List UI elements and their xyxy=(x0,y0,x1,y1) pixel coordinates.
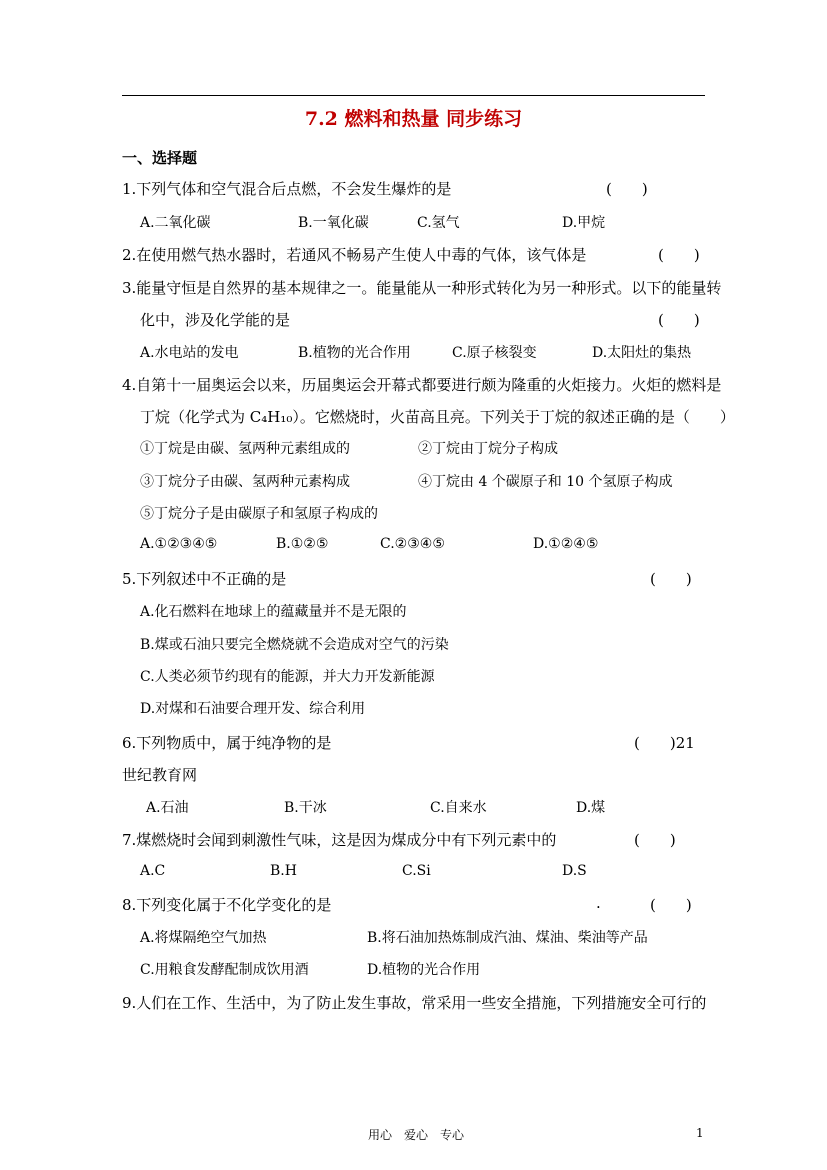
question-2-answer-blank: ( ) xyxy=(658,246,700,264)
section-heading: 一、选择题 xyxy=(122,149,198,167)
question-4-statement-5: ⑤丁烷分子是由碳原子和氢原子构成的 xyxy=(140,506,378,522)
question-3-option-d: D.太阳灶的集热 xyxy=(592,345,692,361)
header-rule xyxy=(122,95,705,96)
question-4-line-1: 4.自第十一届奥运会以来，历届奥运会开幕式都要进行颇为隆重的火炬接力。火炬的燃料是 xyxy=(122,376,722,394)
question-7-stem: 7.煤燃烧时会闻到刺激性气味，这是因为煤成分中有下列元素中的 xyxy=(122,831,557,849)
question-1-option-c: C.氢气 xyxy=(417,215,460,231)
question-3-line-1: 3.能量守恒是自然界的基本规律之一。能量能从一种形式转化为另一种形式。以下的能量转 xyxy=(122,279,722,297)
question-8-stem: 8.下列变化属于不化学变化的是 xyxy=(122,896,332,914)
question-8-option-b: B.将石油加热炼制成汽油、煤油、柴油等产品 xyxy=(367,930,648,946)
question-5-option-a: A.化石燃料在地球上的蕴藏量并不是无限的 xyxy=(140,604,407,620)
question-1-stem: 1.下列气体和空气混合后点燃，不会发生爆炸的是 xyxy=(122,180,452,198)
question-4-line-2: 丁烷（化学式为 C₄H₁₀）。它燃烧时，火苗高且亮。下列关于丁烷的叙述正确的是（ ） xyxy=(140,408,735,426)
question-9-stem: 9.人们在工作、生活中，为了防止发生事故，常采用一些安全措施，下列措施安全可行的 xyxy=(122,994,707,1012)
footer-text: 用心 爱心 专心 xyxy=(368,1128,465,1142)
question-1-answer-blank: ( ) xyxy=(606,180,648,198)
question-3-line-2: 化中，涉及化学能的是 xyxy=(140,311,291,329)
question-8-dot: . xyxy=(596,894,601,912)
question-1-option-a: A.二氧化碳 xyxy=(140,215,211,231)
question-6-stem: 6.下列物质中，属于纯净物的是 xyxy=(122,734,332,752)
question-4-statement-1: ①丁烷是由碳、氢两种元素组成的 xyxy=(140,441,350,457)
question-7-answer-blank: ( ) xyxy=(634,831,676,849)
question-3-option-a: A.水电站的发电 xyxy=(140,345,239,361)
question-8-answer-blank: ( ) xyxy=(650,896,692,914)
question-3-option-c: C.原子核裂变 xyxy=(452,345,537,361)
question-4-statement-4: ④丁烷由 4 个碳原子和 10 个氢原子构成 xyxy=(418,474,673,490)
question-7-option-b: B.H xyxy=(270,863,297,879)
question-7-option-c: C.Si xyxy=(402,863,431,879)
question-5-option-d: D.对煤和石油要合理开发、综合利用 xyxy=(140,701,366,717)
question-1-option-b: B.一氧化碳 xyxy=(298,215,369,231)
question-2-stem: 2.在使用燃气热水器时，若通风不畅易产生使人中毒的气体，该气体是 xyxy=(122,246,587,264)
question-3-answer-blank: ( ) xyxy=(658,311,700,329)
question-4-option-a: A.①②③④⑤ xyxy=(140,536,218,552)
question-4-option-c: C.②③④⑤ xyxy=(380,536,445,552)
question-5-option-b: B.煤或石油只要完全燃烧就不会造成对空气的污染 xyxy=(140,637,449,653)
question-5-answer-blank: ( ) xyxy=(650,570,692,588)
question-6-continuation: 世纪教育网 xyxy=(122,766,198,784)
question-6-answer-blank: ( )21 xyxy=(634,734,695,752)
question-4-statement-2: ②丁烷由丁烷分子构成 xyxy=(418,441,558,457)
page-title: 7.2 燃料和热量 同步练习 xyxy=(304,108,523,130)
question-6-option-b: B.干冰 xyxy=(284,800,327,816)
question-4-option-b: B.①②⑤ xyxy=(276,536,329,552)
page-number: 1 xyxy=(696,1126,704,1140)
question-7-option-a: A.C xyxy=(140,863,166,879)
question-6-option-a: A.石油 xyxy=(146,800,189,816)
question-8-option-a: A.将煤隔绝空气加热 xyxy=(140,930,267,946)
question-5-stem: 5.下列叙述中不正确的是 xyxy=(122,570,287,588)
question-6-option-c: C.自来水 xyxy=(430,800,487,816)
question-1-option-d: D.甲烷 xyxy=(562,215,606,231)
question-8-option-d: D.植物的光合作用 xyxy=(367,962,481,978)
question-8-option-c: C.用粮食发酵配制成饮用酒 xyxy=(140,962,309,978)
question-5-option-c: C.人类必须节约现有的能源，并大力开发新能源 xyxy=(140,669,435,685)
question-6-option-d: D.煤 xyxy=(576,800,606,816)
question-3-option-b: B.植物的光合作用 xyxy=(298,345,411,361)
question-4-option-d: D.①②④⑤ xyxy=(533,536,599,552)
question-7-option-d: D.S xyxy=(562,863,587,879)
question-4-statement-3: ③丁烷分子由碳、氢两种元素构成 xyxy=(140,474,350,490)
